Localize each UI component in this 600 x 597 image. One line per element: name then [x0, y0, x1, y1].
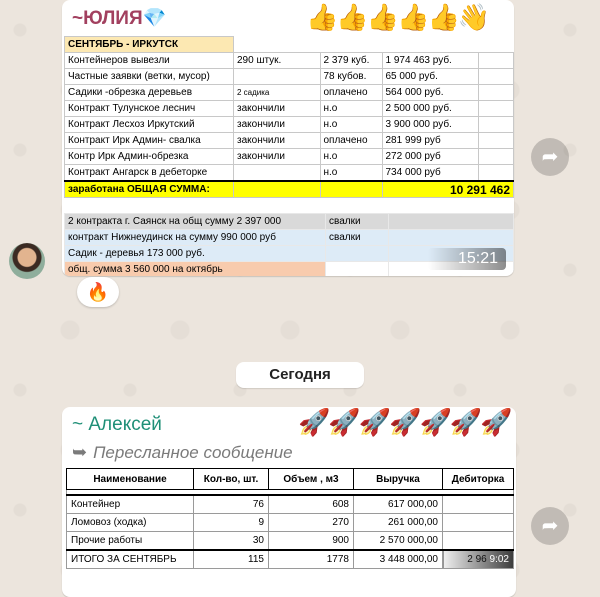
forward-arrow-icon: ➦	[541, 515, 559, 537]
forward-arrow-icon: ➦	[541, 146, 559, 168]
forward-button[interactable]	[531, 507, 569, 545]
table-row: Контракт Ирк Админ- свалка закончили оплачено 281 999 руб	[65, 133, 514, 149]
table-row: общ. сумма 3 560 000 на октябрь	[65, 262, 514, 277]
table-row: Контракт Тулунское леснич закончили н.о 2 500 000 руб.	[65, 101, 514, 117]
forwarded-indicator: ➥ Пересланное сообщение	[72, 442, 293, 462]
diamond-icon: 💎	[142, 8, 167, 29]
table-row: Контейнеров вывезли 290 штук. 2 379 куб. 1 974 463 руб.	[65, 53, 514, 69]
total-value: 10 291 462	[382, 181, 514, 198]
forward-button[interactable]	[531, 138, 569, 176]
table-row: 2 контракта г. Саянск на общ сумму 2 397 000 свалки	[65, 214, 514, 230]
total-row: ИТОГО ЗА СЕНТЯБРЬ 115 1778 3 448 000,00 2 96 9:02	[67, 550, 514, 569]
sheet-header-row	[65, 37, 514, 53]
sender-name[interactable]: ~ЮЛИЯ💎	[72, 8, 167, 29]
sheet-title: СЕНТЯБРЬ - ИРКУТСК	[65, 37, 234, 53]
table-row: Контракт Ангарск в дебеторке н.о 734 000 руб	[65, 165, 514, 182]
sender-avatar[interactable]	[9, 243, 45, 279]
table-row: Прочие работы 30 900 2 570 000,00	[67, 532, 514, 551]
table-header-row: Наименование Кол-во, шт. Объем , м3 Выручка Дебиторка	[67, 469, 514, 490]
message-time: 9:02	[489, 554, 509, 565]
table-row: Садики -обрезка деревьев 2 садика оплачено 564 000 руб.	[65, 85, 514, 101]
table-row: Контракт Лесхоз Иркутский закончили н.о 3 900 000 руб.	[65, 117, 514, 133]
table-row: Контейнер 76 608 617 000,00	[67, 495, 514, 514]
fire-reaction[interactable]: 🔥	[77, 277, 119, 307]
rocket-emojis: 🚀🚀🚀🚀🚀🚀🚀	[298, 407, 511, 437]
date-divider: Сегодня	[236, 362, 364, 388]
message-time: 15:21	[428, 248, 506, 270]
table-row: Контр Ирк Админ-обрезка закончили н.о 272 000 руб	[65, 149, 514, 165]
spreadsheet-irkutsk	[64, 36, 514, 198]
table-row: контракт Нижнеудинск на сумму 990 000 руб свалки	[65, 230, 514, 246]
forwarded-arrow-icon: ➥	[72, 442, 88, 462]
message-bubble-aleksey[interactable]	[62, 407, 516, 597]
total-row: заработана ОБЩАЯ СУММА: 10 291 462	[65, 181, 514, 198]
table-row: Садик - деревья 173 000 руб.	[65, 246, 514, 262]
thumbs-up-emojis: 👍👍👍👍👍👋	[306, 2, 489, 32]
table-row: Ломовоз (ходка) 9 270 261 000,00	[67, 514, 514, 532]
table-row: Частные заявки (ветки, мусор) 78 кубов. 65 000 руб.	[65, 69, 514, 85]
sender-name[interactable]: ~ Алексей	[72, 414, 162, 435]
message-bubble-yulia[interactable]	[62, 0, 514, 276]
spreadsheet-september	[66, 468, 514, 569]
